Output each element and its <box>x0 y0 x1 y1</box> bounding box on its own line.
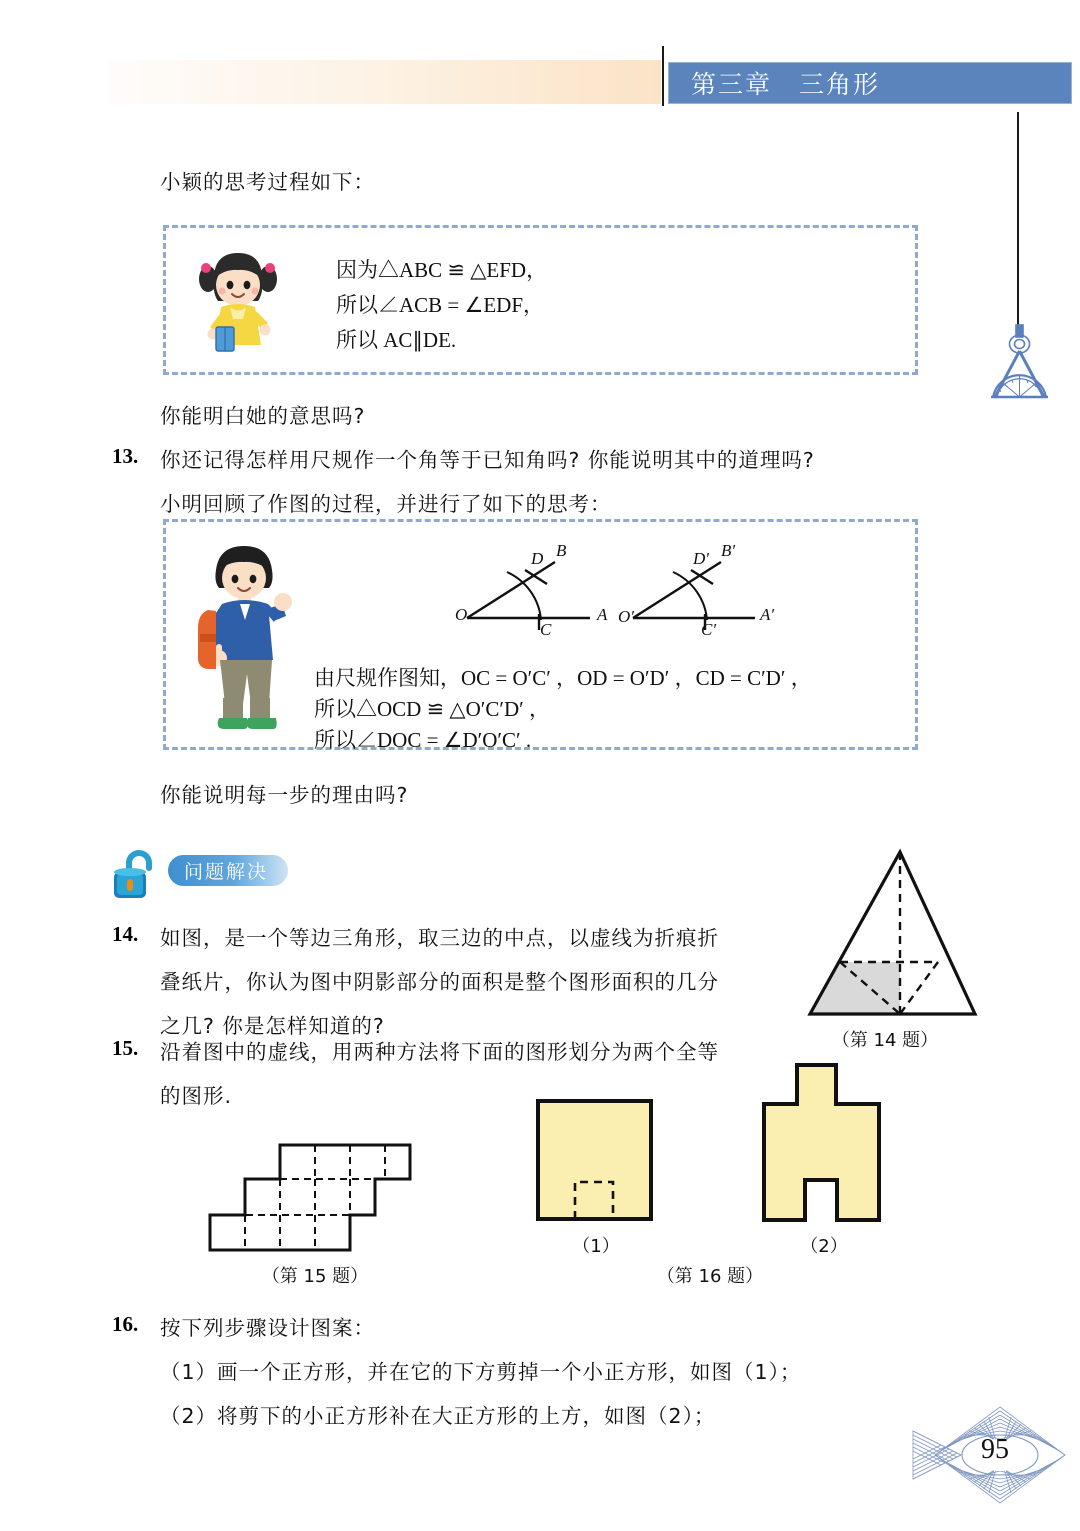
thought-box-xiaoying-line1: 因为△ABC ≌ △EFD， <box>336 258 548 282</box>
item-15-number: 15. <box>112 1036 139 1060</box>
svg-text:A′: A′ <box>760 605 775 624</box>
chapter-title: 第三章 三角形 <box>691 70 881 99</box>
page-number: 95 <box>981 1434 1009 1465</box>
compass-icon <box>985 325 1055 405</box>
item-13-line1: 你还记得怎样用尺规作一个角等于已知角吗? 你能说明其中的道理吗? <box>160 448 815 472</box>
item-15-figure-caption: （第 15 题） <box>261 1266 369 1287</box>
item-14-line3: 之几? 你是怎样知道的? <box>160 1014 385 1038</box>
thought-box-xiaoying-line2: 所以∠ACB = ∠EDF， <box>336 293 545 317</box>
item-16-figure-1-label: （1） <box>572 1236 620 1257</box>
item-15-figure <box>205 1140 425 1255</box>
problem-solving-badge-label: 问题解决 <box>184 861 269 883</box>
open-padlock-icon <box>112 848 164 902</box>
svg-text:B: B <box>556 541 567 560</box>
thought-box-xiaoming-line1: 由尺规作图知，OC = O′C′ ，OD = O′D′ ，CD = C′D′ ， <box>314 666 812 690</box>
item-14-number: 14. <box>112 922 139 946</box>
item-16-line2: （1）画一个正方形，并在它的下方剪掉一个小正方形，如图（1）； <box>160 1360 802 1384</box>
margin-rule-line <box>1017 112 1019 334</box>
item-14-figure-caption: （第 14 题） <box>831 1030 939 1051</box>
thought-box-xiaoying-line3: 所以 AC∥DE. <box>336 328 457 352</box>
angle-construction-diagrams <box>455 540 775 640</box>
after-box1-question: 你能明白她的意思吗? <box>160 404 366 428</box>
item-16-figure-caption: （第 16 题） <box>656 1266 764 1287</box>
svg-text:O′: O′ <box>618 607 634 626</box>
chapter-header-bar <box>668 62 1072 104</box>
item-15-line2: 的图形. <box>160 1084 233 1108</box>
svg-text:C: C <box>540 620 552 639</box>
item-14-line2: 叠纸片，你认为图中阴影部分的面积是整个图形面积的几分 <box>160 970 719 994</box>
svg-text:B′: B′ <box>721 541 736 560</box>
svg-text:A: A <box>597 605 608 624</box>
header-divider <box>662 46 664 106</box>
item-16-number: 16. <box>112 1312 139 1336</box>
item-16-figure-2 <box>760 1062 885 1224</box>
intro-lead-text: 小颖的思考过程如下： <box>160 170 375 194</box>
problem-solving-badge <box>168 855 288 886</box>
item-13-number: 13. <box>112 444 139 468</box>
item-14-figure <box>790 842 980 1022</box>
svg-text:D′: D′ <box>693 549 709 568</box>
item-14-line1: 如图，是一个等边三角形，取三边的中点，以虚线为折痕折 <box>160 926 719 950</box>
svg-text:D: D <box>531 549 544 568</box>
item-13-line2: 小明回顾了作图的过程，并进行了如下的思考： <box>160 492 612 516</box>
boy-character-illustration <box>186 538 306 733</box>
item-16-figure-1 <box>535 1098 655 1223</box>
header-decorative-band <box>108 60 661 104</box>
item-16-line1: 按下列步骤设计图案： <box>160 1316 375 1340</box>
item-16-figure-2-label: （2） <box>800 1236 848 1257</box>
item-16-line3: （2）将剪下的小正方形补在大正方形的上方，如图（2）； <box>160 1404 716 1428</box>
svg-text:C′: C′ <box>701 620 717 639</box>
item-15-line1: 沿着图中的虚线，用两种方法将下面的图形划分为两个全等 <box>160 1040 719 1064</box>
thought-box-xiaoming-line3: 所以∠DOC = ∠D′O′C′ . <box>314 728 532 752</box>
svg-text:O: O <box>455 605 468 624</box>
after-box2-question: 你能说明每一步的理由吗? <box>160 783 409 807</box>
girl-character-illustration <box>186 245 296 360</box>
thought-box-xiaoming-line2: 所以△OCD ≌ △O′C′D′ ， <box>314 697 550 721</box>
